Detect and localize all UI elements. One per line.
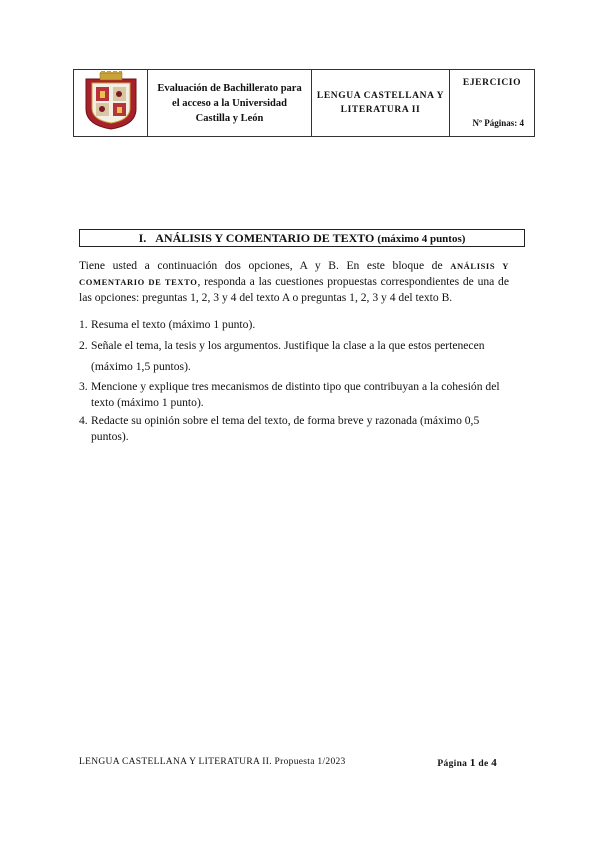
question-text: Mencione y explique tres mecanismos de distinto tipo que contribuyan a la cohesión del texto (máximo 1 punto).	[91, 380, 500, 409]
institution-line2: el acceso a la Universidad	[172, 97, 287, 109]
pages-label: Nº Páginas:	[472, 118, 518, 128]
header-table	[73, 69, 535, 137]
region-name: Castilla y León	[195, 112, 264, 124]
question-text: Resuma el texto (máximo 1 punto).	[91, 318, 256, 331]
exercise-label: EJERCICIO	[462, 78, 522, 88]
question-text: Redacte su opinión sobre el tema del texto, de forma breve y razonada (máximo 0,5 puntos).	[91, 414, 480, 443]
question-text: Señale el tema, la tesis y los argumentos. Justifique la clase a la que estos pertenecen (máximo 1,5 puntos).	[91, 339, 485, 373]
institution-line1: Evaluación de Bachillerato para	[157, 82, 302, 94]
institution-cell	[148, 70, 312, 137]
section-heading: ANÁLISIS Y COMENTARIO DE TEXTO	[155, 231, 375, 245]
exercise-cell	[450, 70, 535, 137]
university-seal-icon	[84, 71, 138, 131]
footer-page-number	[437, 757, 497, 769]
question-item	[79, 335, 511, 377]
question-number: 4.	[79, 414, 88, 427]
logo-cell	[74, 70, 148, 137]
question-item	[79, 413, 511, 445]
question-item	[79, 317, 511, 333]
question-list	[79, 317, 511, 445]
intro-caps-text: ANÁLISIS Y COMENTARIO DE TEXTO	[79, 261, 509, 287]
section-number: I.	[138, 231, 147, 245]
footer-page-word: Página	[437, 759, 468, 769]
question-item	[79, 379, 511, 411]
footer-page-total: 4	[491, 757, 497, 769]
question-number: 1.	[79, 318, 88, 331]
subject-line1: LENGUA CASTELLANA Y	[316, 91, 445, 101]
section-max-points: (máximo 4 puntos)	[377, 233, 466, 245]
intro-text-before: Tiene usted a continuación dos opciones, A y B. En este bloque de	[79, 259, 451, 272]
section-title	[79, 229, 525, 247]
subject-line2: LITERATURA II	[340, 105, 421, 115]
question-number: 3.	[79, 380, 88, 393]
pages-value: 4	[519, 118, 524, 128]
page-footer	[79, 757, 497, 767]
intro-text-after: , responda a las cuestiones propuestas correspondientes de una de las opciones: preguntas 1, 2, 3 y 4 del texto A o preguntas 1, 2, 3 y 4 del texto B.	[79, 275, 509, 304]
page-count	[473, 118, 524, 128]
question-number: 2.	[79, 339, 88, 352]
footer-exam-name: LENGUA CASTELLANA Y LITERATURA II. Propuesta 1/2023	[79, 757, 346, 767]
subject-cell	[312, 70, 450, 137]
footer-of-word: de	[478, 759, 489, 769]
footer-page-current: 1	[469, 757, 476, 769]
intro-paragraph	[79, 258, 509, 306]
